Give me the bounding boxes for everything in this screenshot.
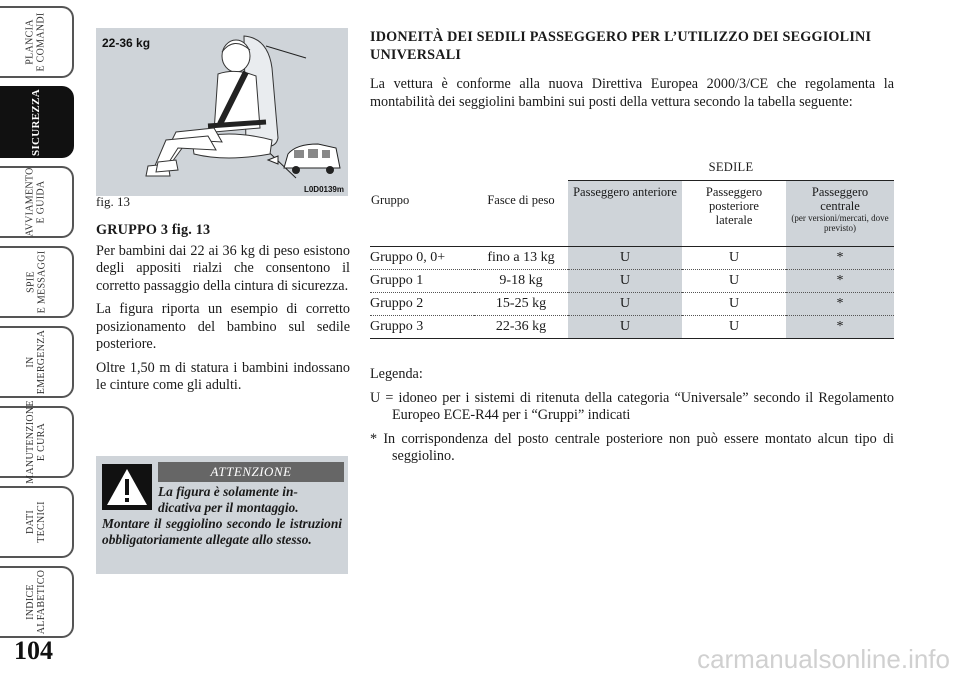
cell-group: Gruppo 3 bbox=[370, 319, 424, 334]
tab-label: E CURA bbox=[36, 422, 47, 462]
intro-paragraph: La vettura è conforme alla nuova Direttiva Europea 2000/3/CE che regolamenta la montabilità dei seggiolini bambini sui posti della vettura secondo la tabella seguente: bbox=[370, 76, 894, 110]
warning-text bbox=[102, 484, 342, 548]
tab-in-emergenza[interactable] bbox=[0, 326, 74, 398]
child-booster-seat-illustration bbox=[96, 28, 348, 196]
tab-spie-messaggi[interactable] bbox=[0, 246, 74, 318]
cell-weight: 9-18 kg bbox=[499, 273, 543, 288]
cell-center: * bbox=[786, 293, 894, 316]
sub-header-note: (per versioni/mercati, dove previsto) bbox=[791, 213, 889, 233]
paragraph: Oltre 1,50 m di statura i bambini indossano le cinture come gli adulti. bbox=[96, 359, 350, 393]
tab-label: DATI bbox=[24, 510, 36, 534]
tab-avviamento-guida[interactable] bbox=[0, 166, 74, 238]
seat-suitability-table bbox=[370, 154, 894, 339]
tab-label: TECNICI bbox=[35, 501, 47, 543]
cell-weight: fino a 13 kg bbox=[487, 250, 555, 265]
col-seat-header bbox=[568, 154, 894, 181]
sub-header-rear-side bbox=[682, 181, 786, 247]
legend bbox=[370, 366, 894, 472]
page-number: 104 bbox=[14, 636, 53, 665]
sub-header-line: Passeggero bbox=[811, 185, 869, 199]
cell-center: * bbox=[786, 316, 894, 339]
cell-group: Gruppo 1 bbox=[370, 273, 424, 288]
tab-label: ALFABETICO bbox=[35, 569, 47, 635]
tab-label: MANUTENZIONE bbox=[25, 400, 36, 484]
sub-header-line: Passeggero bbox=[705, 185, 763, 199]
tab-sicurezza[interactable] bbox=[0, 86, 74, 158]
warning-line: Montare il seggiolino secondo le istruzioni obbligatoriamente allegate allo stesso. bbox=[102, 516, 342, 547]
cell-front: U bbox=[568, 247, 682, 270]
figure-13 bbox=[96, 28, 348, 196]
tab-manutenzione-cura[interactable] bbox=[0, 400, 74, 484]
cell-center: * bbox=[786, 247, 894, 270]
cell-rear: U bbox=[728, 319, 740, 334]
figure-weight-label: 22-36 kg bbox=[102, 36, 151, 50]
col-weight-header: Fasce di peso bbox=[487, 192, 555, 207]
tab-label: INDICE bbox=[24, 584, 36, 620]
table-row bbox=[370, 270, 894, 293]
chapter-tabs bbox=[0, 0, 76, 640]
cell-weight: 22-36 kg bbox=[495, 319, 547, 334]
tab-label: E MESSAGGI bbox=[35, 250, 47, 314]
cell-front: U bbox=[568, 293, 682, 316]
cell-group: Gruppo 0, 0+ bbox=[370, 250, 446, 265]
tab-label: AVVIAMENTO bbox=[25, 167, 36, 237]
warning-line: La figura è solamente in- bbox=[158, 484, 298, 499]
car-icon bbox=[268, 144, 340, 174]
cell-group: Gruppo 2 bbox=[370, 296, 424, 311]
table-row bbox=[370, 247, 894, 270]
tab-label: PLANCIA bbox=[25, 19, 36, 65]
figure-code: L0D0139m bbox=[303, 185, 344, 194]
cell-rear: U bbox=[728, 296, 740, 311]
paragraph: La figura riporta un esempio di corretto posizionamento del bambino sul sedile posteriore. bbox=[96, 301, 350, 352]
cell-center: * bbox=[786, 270, 894, 293]
figure-caption: fig. 13 bbox=[96, 194, 130, 209]
table-row bbox=[370, 293, 894, 316]
tab-label: SPIE bbox=[24, 271, 36, 293]
cell-weight: 15-25 kg bbox=[495, 296, 547, 311]
warning-line: dicativa per il montaggio. bbox=[158, 500, 299, 515]
tab-label: SICUREZZA bbox=[29, 88, 42, 156]
sub-header-center bbox=[786, 181, 894, 247]
seat-label: SEDILE bbox=[708, 159, 754, 174]
cell-rear: U bbox=[728, 273, 740, 288]
section-heading: GRUPPO 3 fig. 13 bbox=[96, 222, 211, 238]
legend-u: U = idoneo per i sistemi di ritenuta della categoria “Universale” secondo il Regolamento Europeo ECE-R44 per i “Gruppi” indicati bbox=[370, 389, 894, 423]
cell-front: U bbox=[568, 270, 682, 293]
paragraph: Per bambini dai 22 ai 36 kg di peso esistono degli appositi rialzi che consentono il corretto passaggio della cintura di sicurezza. bbox=[96, 242, 350, 294]
tab-plancia-comandi[interactable] bbox=[0, 6, 74, 78]
cell-front: U bbox=[568, 316, 682, 339]
tab-indice-alfabetico[interactable] bbox=[0, 566, 74, 638]
legend-title: Legenda: bbox=[370, 366, 423, 382]
sub-header-front: Passeggero anteriore bbox=[568, 181, 682, 247]
table-row bbox=[370, 316, 894, 339]
tab-dati-tecnici[interactable] bbox=[0, 486, 74, 558]
watermark: carmanualsonline.info bbox=[697, 644, 950, 674]
tab-label: E COMANDI bbox=[36, 12, 47, 72]
warning-box bbox=[96, 456, 348, 574]
sub-header-line: posteriore bbox=[709, 199, 759, 213]
tab-label: E GUIDA bbox=[36, 180, 47, 224]
sub-header-line: laterale bbox=[715, 213, 753, 227]
right-column bbox=[370, 28, 894, 111]
sub-header-line: centrale bbox=[820, 199, 860, 213]
warning-title: ATTENZIONE bbox=[158, 462, 344, 482]
tab-label: EMERGENZA bbox=[36, 329, 47, 395]
legend-star: * In corrispondenza del posto centrale posteriore non può essere montato alcun tipo di seggiolino. bbox=[370, 430, 894, 464]
cell-rear: U bbox=[728, 250, 740, 265]
left-column bbox=[96, 218, 350, 401]
col-group-header: Gruppo bbox=[371, 192, 410, 207]
tab-label: IN bbox=[25, 356, 36, 368]
page-title: IDONEITÀ DEI SEDILI PASSEGGERO PER L’UTILIZZO DEI SEGGIOLINI UNIVERSALI bbox=[370, 29, 872, 63]
